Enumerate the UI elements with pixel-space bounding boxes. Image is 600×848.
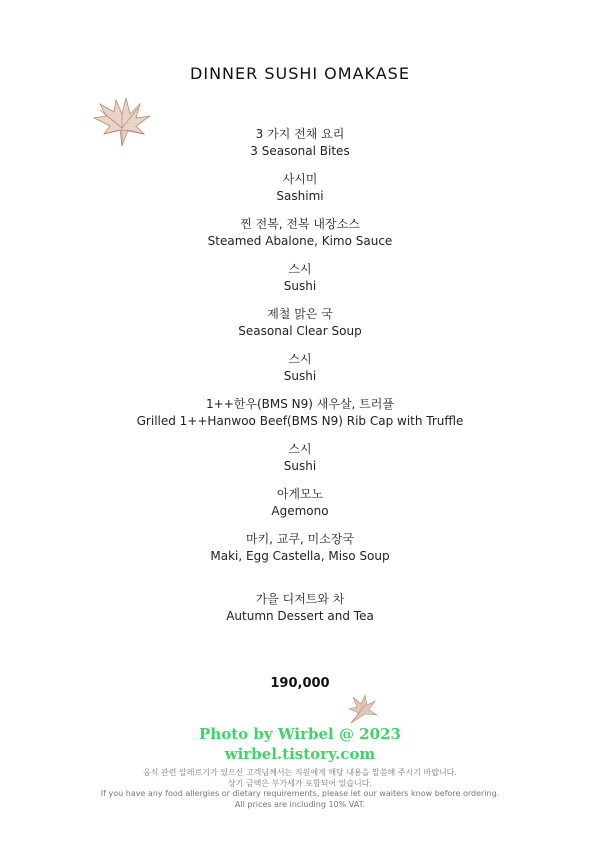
menu-title: DINNER SUSHI OMAKASE — [190, 64, 410, 83]
course-name-en: Grilled 1++Hanwoo Beef(BMS N9) Rib Cap with Truffle — [136, 414, 464, 428]
course-item — [0, 441, 600, 475]
course-name-en: Sushi — [283, 279, 317, 293]
course-name-en: Autumn Dessert and Tea — [226, 609, 374, 623]
course-name-ko: 가을 디저트와 차 — [255, 592, 345, 606]
course-item — [0, 171, 600, 205]
price: 190,000 — [270, 676, 330, 691]
course-name-en: Maki, Egg Castella, Miso Soup — [210, 549, 390, 563]
course-name-en: Steamed Abalone, Kimo Sauce — [207, 234, 393, 248]
course-name-ko: 찐 전복, 전복 내장소스 — [240, 217, 360, 231]
course-name-en: Sushi — [283, 369, 317, 383]
maple-leaf-small-icon — [343, 693, 379, 727]
course-name-ko: 사시미 — [282, 172, 318, 186]
course-item — [0, 351, 600, 385]
footer-notes — [0, 768, 600, 810]
course-name-en: Sushi — [283, 459, 317, 473]
note-vat-en: All prices are including 10% VAT. — [234, 799, 366, 809]
course-name-ko: 제철 맑은 국 — [267, 307, 333, 321]
course-item — [0, 396, 600, 430]
note-allergy-ko: 음식 관련 알레르기가 있으신 고객님께서는 직원에게 해당 내용을 말씀해 주시기 바랍니다. — [143, 768, 457, 777]
course-name-en: Sashimi — [276, 189, 324, 203]
course-item — [0, 306, 600, 340]
note-vat-ko: 상기 금액은 부가세가 포함되어 있습니다. — [227, 778, 373, 788]
course-item — [0, 216, 600, 250]
course-item — [0, 261, 600, 295]
course-name-ko: 아게모노 — [276, 487, 324, 501]
course-item — [0, 486, 600, 520]
course-name-en: Agemono — [271, 504, 329, 518]
course-name-ko: 마키, 교쿠, 미소장국 — [246, 532, 354, 546]
course-name-ko: 1++한우(BMS N9) 새우살, 트러플 — [206, 397, 394, 411]
photo-watermark — [0, 724, 600, 764]
course-name-en: 3 Seasonal Bites — [250, 144, 350, 158]
course-name-en: Seasonal Clear Soup — [238, 324, 362, 338]
course-name-ko: 3 가지 전채 요리 — [255, 127, 345, 141]
watermark-url: wirbel.tistory.com — [224, 745, 376, 763]
course-item — [0, 591, 600, 625]
course-item — [0, 531, 600, 565]
course-name-ko: 스시 — [288, 262, 312, 276]
course-name-ko: 스시 — [288, 442, 312, 456]
course-item — [0, 126, 600, 160]
note-allergy-en: If you have any food allergies or dietary requirements, please let our waiters know before ordering. — [100, 789, 500, 798]
watermark-credit: Photo by Wirbel @ 2023 — [199, 725, 401, 743]
course-list — [0, 126, 600, 625]
course-name-ko: 스시 — [288, 352, 312, 366]
